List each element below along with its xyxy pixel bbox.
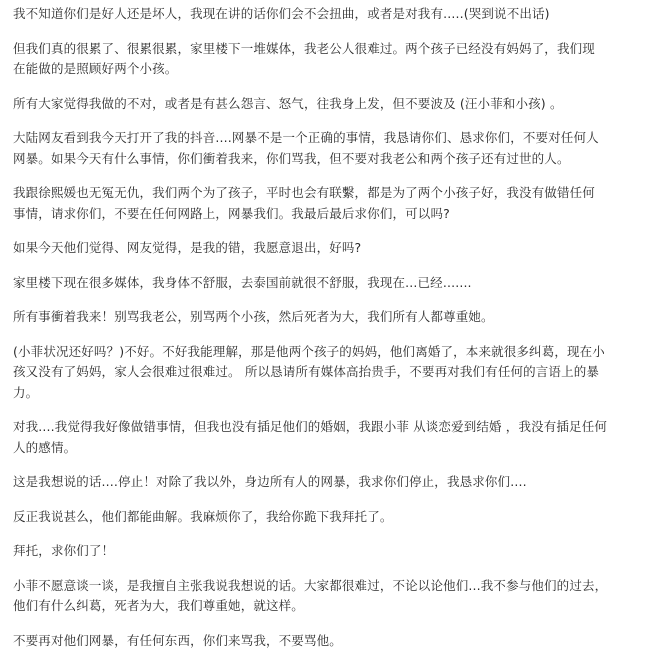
paragraph-12: 反正我说甚么，他们都能曲解。我麻烦你了，我给你跪下我拜托了。 [13, 507, 642, 528]
paragraph-7: 家里楼下现在很多媒体，我身体不舒服，去泰国前就很不舒服，我现在...已经....... [13, 273, 642, 294]
paragraph-15: 不要再对他们网暴，有任何东西，你们来骂我，不要骂他。 [13, 631, 642, 651]
paragraph-8: 所有事衝着我来！别骂我老公，别骂两个小孩，然后死者为大，我们所有人都尊重她。 [13, 307, 642, 328]
paragraph-3: 所有大家觉得我做的不对，或者是有甚么怨言、怒气，往我身上发，但不要波及 (汪小菲和小孩) 。 [13, 94, 642, 115]
paragraph-14: 小菲不愿意谈一谈，是我擅自主张我说我想说的话。大家都很难过，不论以论他们...我不参与他们的过去， 他们有什么纠葛，死者为大，我们尊重她，就这样。 [13, 576, 642, 617]
paragraph-4: 大陆网友看到我今天打开了我的抖音....网暴不是一个正确的事情，我恳请你们、恳求你们，不要对任何人 网暴。如果今天有什么事情，你们衝着我来，你们骂我，但不要对我老公和两个孩子还有过世的人。 [13, 128, 642, 169]
paragraph-1: 我不知道你们是好人还是坏人，我现在讲的话你们会不会扭曲，或者是对我有.....(哭到说不出话) [13, 4, 642, 25]
paragraph-5: 我跟徐熙媛也无冤无仇，我们两个为了孩子，平时也会有联繫，都是为了两个小孩子好，我没有做错任何 事情，请求你们，不要在任何网路上，网暴我们。我最后最后求你们，可以吗? [13, 183, 642, 224]
paragraph-11: 这是我想说的话....停止！对除了我以外，身边所有人的网暴，我求你们停止，我恳求你们.... [13, 472, 642, 493]
paragraph-2: 但我们真的很累了、很累很累，家里楼下一堆媒体，我老公人很难过。两个孩子已经没有妈妈了，我们现 在能做的是照顾好两个小孩。 [13, 39, 642, 80]
paragraph-6: 如果今天他们觉得、网友觉得，是我的错，我愿意退出，好吗? [13, 238, 642, 259]
paragraph-13: 拜托，求你们了！ [13, 541, 642, 562]
paragraph-10: 对我....我觉得我好像做错事情，但我也没有插足他们的婚姻，我跟小菲 从谈恋爱到结婚 ，我没有插足任何 人的感情。 [13, 417, 642, 458]
paragraph-9: (小菲状况还好吗？)不好。不好我能理解，那是他两个孩子的妈妈，他们离婚了，本来就很多纠葛，现在小 孩又没有了妈妈，家人会很难过很难过。 所以恳请所有媒体高抬贵手，不要再对我们有任何的言语上的暴 力。 [13, 342, 642, 404]
